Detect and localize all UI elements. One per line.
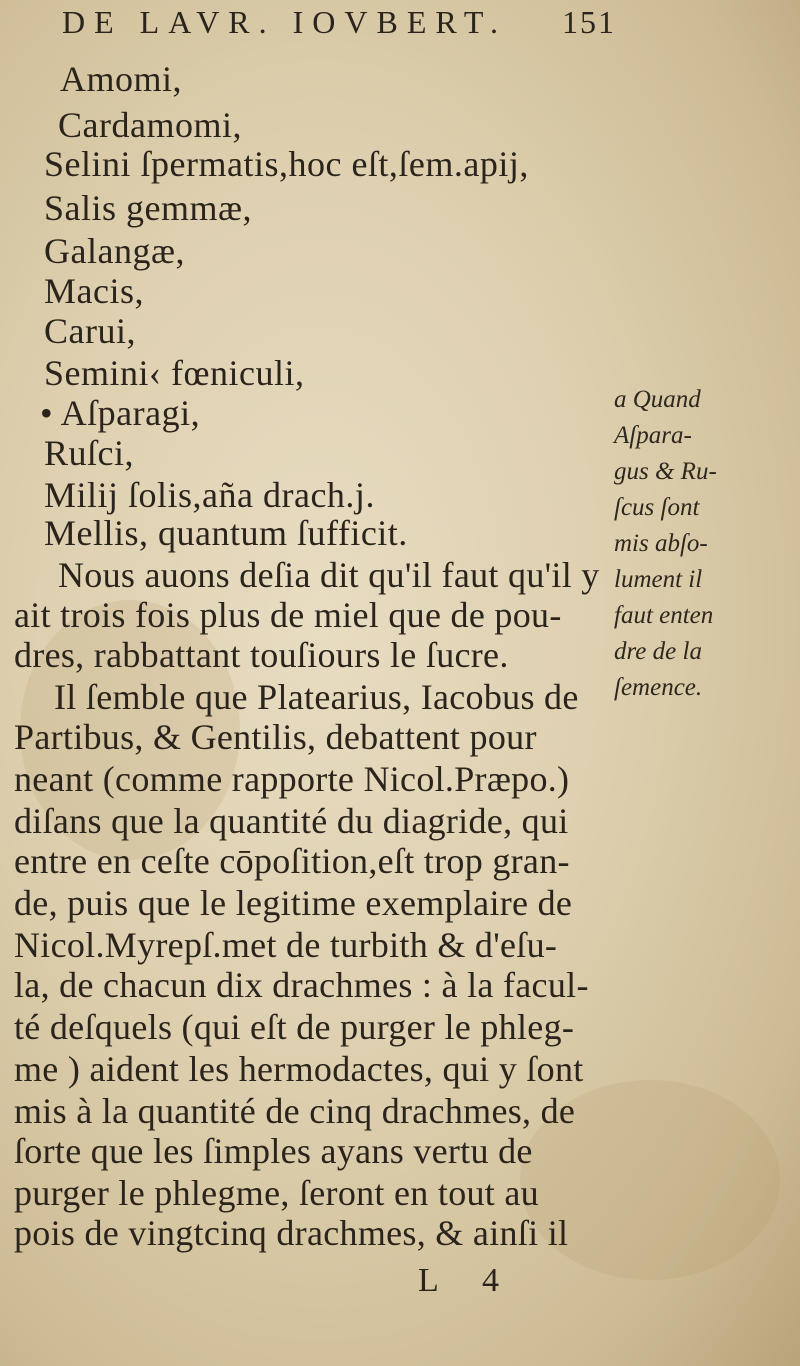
recipe-item: Selini ſpermatis,hoc eſt,ſem.apij, xyxy=(44,144,529,184)
text-line: neant (comme rapporte Nicol.Præpo.) xyxy=(14,759,570,799)
marginal-note-line: ſemence. xyxy=(614,674,703,701)
page-number: 151 xyxy=(562,4,616,40)
marginal-note-line: dre de la xyxy=(614,638,702,665)
signature-mark: L 4 xyxy=(418,1262,518,1299)
text-line: ait trois fois plus de miel que de pou- xyxy=(14,595,562,635)
recipe-item: Galangæ, xyxy=(44,231,185,271)
marginal-note-line: mis abſo- xyxy=(614,530,708,557)
text-line: Nicol.Myrepſ.met de turbith & d'eſu- xyxy=(14,925,558,965)
running-header xyxy=(62,4,616,41)
text-line: purger le phlegme, ſeront en tout au xyxy=(14,1173,539,1213)
recipe-item: Milij ſolis,aña drach.j. xyxy=(44,475,375,515)
text-line: mis à la quantité de cinq drachmes, de xyxy=(14,1091,576,1131)
recipe-item: Amomi, xyxy=(60,59,183,99)
marginal-note-line: faut enten xyxy=(614,602,714,629)
recipe-item: Ruſci, xyxy=(44,433,134,473)
text-line: Nous auons deſia dit qu'il faut qu'il y xyxy=(58,555,600,595)
text-line: entre en ceſte cōpoſition,eſt trop gran- xyxy=(14,841,570,881)
marginal-note-line: lument il xyxy=(614,566,703,593)
text-line: dres, rabbattant touſiours le ſucre. xyxy=(14,635,509,675)
text-line: té deſquels (qui eſt de purger le phleg- xyxy=(14,1007,575,1047)
text-line: de, puis que le legitime exemplaire de xyxy=(14,883,573,923)
recipe-item: Carui, xyxy=(44,311,136,351)
marginal-note-line: a Quand xyxy=(614,386,701,413)
recipe-item: • Aſparagi, xyxy=(40,393,201,433)
marginal-note-line: ſcus ſont xyxy=(614,494,700,521)
text-line: Partibus, & Gentilis, debattent pour xyxy=(14,717,537,757)
marginal-note-line: gus & Ru- xyxy=(614,458,717,485)
recipe-item: Cardamomi, xyxy=(58,105,242,145)
text-line: ſorte que les ſimples ayans vertu de xyxy=(14,1131,533,1171)
text-line: diſans que la quantité du diagride, qui xyxy=(14,801,569,841)
marginal-note-line: Aſpara- xyxy=(614,422,692,449)
recipe-item: Salis gemmæ, xyxy=(44,188,253,228)
text-line: pois de vingtcinq drachmes, & ainſi il xyxy=(14,1213,569,1253)
text-line: Il ſemble que Platearius, Iacobus de xyxy=(54,677,579,717)
running-title: DE LAVR. IOVBERT. xyxy=(62,4,507,40)
recipe-item: Mellis, quantum ſufficit. xyxy=(44,513,408,553)
text-line: me ) aident les hermodactes, qui y ſont xyxy=(14,1049,584,1089)
marginal-note xyxy=(614,382,794,706)
recipe-item: Semini‹ fœniculi, xyxy=(44,353,305,393)
recipe-item: Macis, xyxy=(44,271,144,311)
text-line: la, de chacun dix drachmes : à la facul- xyxy=(14,965,589,1005)
